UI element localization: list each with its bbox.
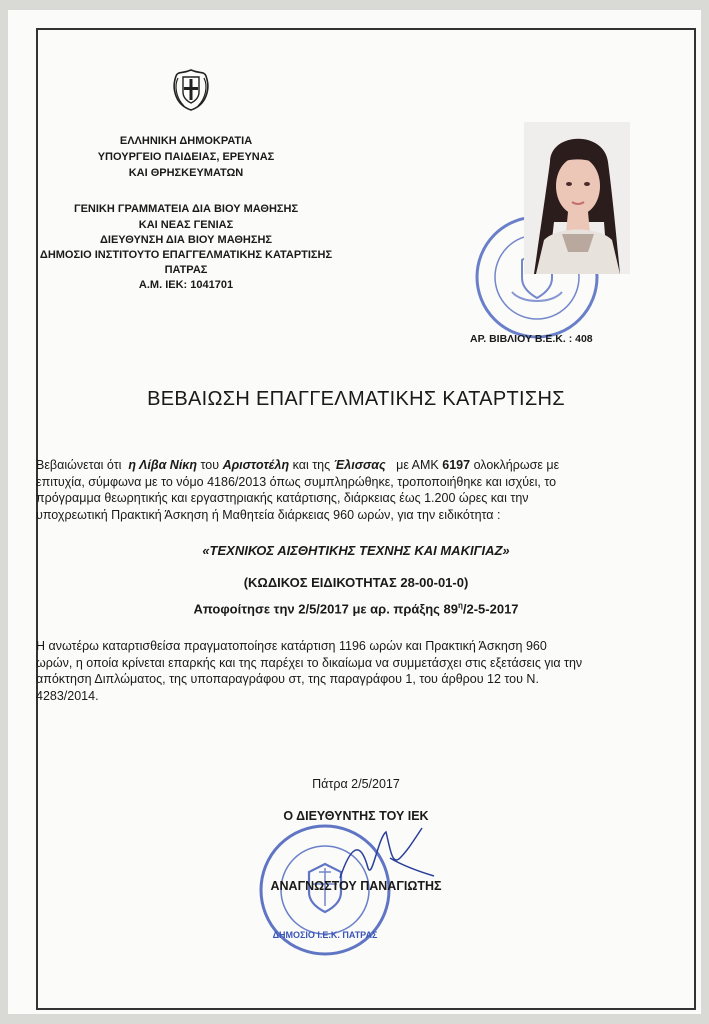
father-prefix: του xyxy=(200,458,220,472)
header-am-iek: Α.Μ. ΙΕΚ: 1041701 xyxy=(138,279,234,291)
completion-line-2: ωρών, η οποία κρίνεται επαρκής και της παρέχει το δικαίωμα να συμμετάσχει στις εξετάσεις για την xyxy=(36,655,583,670)
place-date: Πάτρα 2/5/2017 xyxy=(312,777,400,791)
book-number: ΑΡ. ΒΙΒΛΙΟΥ Β.Ε.Κ. : 408 xyxy=(470,333,593,345)
intro-prefix: Βεβαιώνεται ότι xyxy=(36,458,122,472)
greek-emblem-icon xyxy=(170,68,212,112)
completion-line-4: 4283/2014. xyxy=(36,688,99,703)
header-institute: ΔΗΜΟΣΙΟ ΙΝΣΤΙΤΟΥΤΟ ΕΠΑΓΓΕΛΜΑΤΙΚΗΣ ΚΑΤΑΡΤΙΣΗΣ xyxy=(39,249,333,261)
signer-name: ΑΝΑΓΝΩΣΤΟΥ ΠΑΝΑΓΙΩΤΗΣ xyxy=(270,879,442,893)
amk-number: 6197 xyxy=(442,458,471,472)
father-name: Αριστοτέλη xyxy=(222,458,290,472)
header-ministry-2: ΚΑΙ ΘΡΗΣΚΕΥΜΑΤΩΝ xyxy=(128,167,244,179)
intro-line-4: υποχρεωτική Πρακτική Άσκηση ή Μαθητεία διάρκειας 960 ωρών, για την ειδικότητα : xyxy=(36,507,501,522)
specialty-code: (ΚΩΔΙΚΟΣ ΕΙΔΙΚΟΤΗΤΑΣ 28-00-01-0) xyxy=(243,575,469,590)
person-portrait-icon xyxy=(524,122,630,274)
graduation-superscript: η xyxy=(458,601,463,610)
document-title: ΒΕΒΑΙΩΣΗ ΕΠΑΓΓΕΛΜΑΤΙΚΗΣ ΚΑΤΑΡΤΙΣΗΣ xyxy=(147,388,565,410)
specialty-title: «ΤΕΧΝΙΚΟΣ ΑΙΣΘΗΤΙΚΗΣ ΤΕΧΝΗΣ ΚΑΙ ΜΑΚΙΓΙΑΖ» xyxy=(202,543,510,558)
intro-line-2: επιτυχία, σύμφωνα με το νόμο 4186/2013 όπως συμπληρώθηκε, τροποποιήθηκε και ισχύει, το xyxy=(36,474,557,489)
graduation-suffix: /2-5-2017 xyxy=(462,601,519,617)
header-secretariat-2: ΚΑΙ ΝΕΑΣ ΓΕΝΙΑΣ xyxy=(138,219,234,231)
intro-line-1 xyxy=(36,457,676,474)
intro-line-1-end: ολοκλήρωσε με xyxy=(473,458,560,472)
trainee-name: η Λίβα Νίκη xyxy=(128,458,198,472)
header-city: ΠΑΤΡΑΣ xyxy=(164,264,208,276)
amk-label: με ΑΜΚ xyxy=(396,458,439,472)
mother-prefix: και της xyxy=(292,458,331,472)
intro-paragraph xyxy=(36,457,676,523)
header-directorate: ΔΙΕΥΘΥΝΣΗ ΔΙΑ ΒΙΟΥ ΜΑΘΗΣΗΣ xyxy=(99,234,272,246)
portrait-photo xyxy=(524,122,630,274)
header-secretariat-1: ΓΕΝΙΚΗ ΓΡΑΜΜΑΤΕΙΑ ΔΙΑ ΒΙΟΥ ΜΑΘΗΣΗΣ xyxy=(73,203,299,215)
completion-paragraph xyxy=(36,638,676,704)
completion-line-1: Η ανωτέρω καταρτισθείσα πραγματοποίησε κατάρτιση 1196 ωρών και Πρακτική Άσκηση 960 xyxy=(36,639,547,653)
mother-name: Έλισσας xyxy=(333,458,386,472)
signer-title: Ο ΔΙΕΥΘΥΝΤΗΣ ΤΟΥ ΙΕΚ xyxy=(283,809,429,823)
intro-line-3: πρόγραμμα θεωρητικής και εργαστηριακής κατάρτισης, διάρκειας έως 1.200 ώρες και την xyxy=(36,491,529,505)
graduation-line xyxy=(36,601,676,616)
stamp-text: ΔΗΜΟΣΙΟ Ι.Ε.Κ. ΠΑΤΡΑΣ xyxy=(272,930,378,940)
graduation-text: Αποφοίτησε την 2/5/2017 με αρ. πράξης 89 xyxy=(193,601,458,617)
header-ministry-1: ΥΠΟΥΡΓΕΙΟ ΠΑΙΔΕΙΑΣ, ΕΡΕΥΝΑΣ xyxy=(97,151,275,163)
header-republic: ΕΛΛΗΝΙΚΗ ΔΗΜΟΚΡΑΤΙΑ xyxy=(119,135,253,147)
completion-line-3: απόκτηση Διπλώματος, της υποπαραγράφου στ, της παραγράφου 1, του άρθρου 12 του Ν. xyxy=(36,672,539,686)
